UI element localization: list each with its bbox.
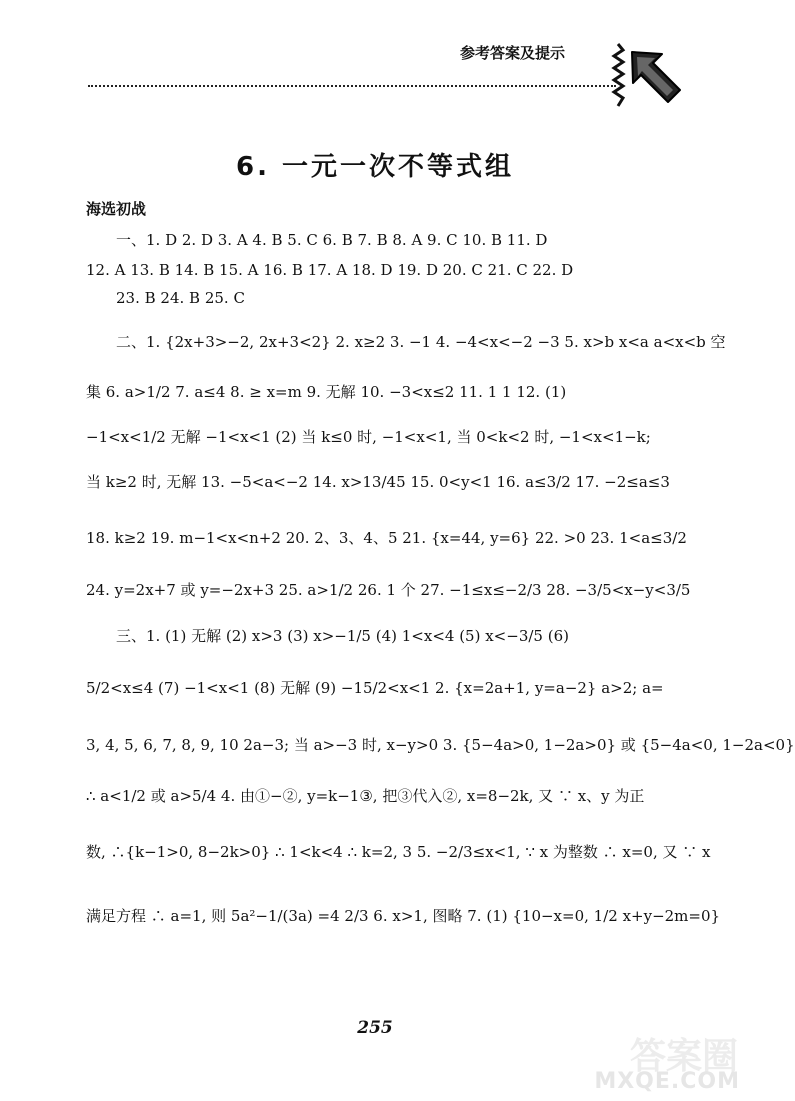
answer-line: 24. y=2x+7 或 y=−2x+3 25. a>1/2 26. 1 个 27. −1≤x≤−2/3 28. −3/5<x−y<3/5	[86, 581, 691, 599]
answer-line: 3, 4, 5, 6, 7, 8, 9, 10 2a−3; 当 a>−3 时, x−y>0 3. {5−4a>0, 1−2a>0} 或 {5−4a<0, 1−2a<0}	[86, 736, 795, 754]
answer-line: 23. B 24. B 25. C	[116, 289, 245, 307]
watermark-url: MXQE.COM	[594, 1069, 740, 1094]
section-title: 6. 一元一次不等式组	[235, 152, 515, 182]
answer-line: ∴ a<1/2 或 a>5/4 4. 由①−②, y=k−1③, 把③代入②, x=8−2k, 又 ∵ x、y 为正	[86, 787, 645, 805]
answer-line: 集 6. a>1/2 7. a≤4 8. ≥ x=m 9. 无解 10. −3<x≤2 11. 1 1 12. (1)	[86, 383, 567, 401]
header-title: 参考答案及提示	[460, 44, 566, 62]
answer-line: 满足方程 ∴ a=1, 则 5a²−1/(3a) =4 2/3 6. x>1, 图略 7. (1) {10−x=0, 1/2 x+y−2m=0}	[86, 907, 721, 925]
answer-line: 12. A 13. B 14. B 15. A 16. B 17. A 18. D 19. D 20. C 21. C 22. D	[86, 261, 574, 279]
arrow-icon	[628, 48, 684, 106]
answer-line: 5/2<x≤4 (7) −1<x<1 (8) 无解 (9) −15/2<x<1 2. {x=2a+1, y=a−2} a>2; a=	[86, 679, 664, 697]
page-number: 255	[357, 1018, 393, 1038]
sub-heading: 海选初战	[86, 200, 147, 218]
answer-line: 二、1. {2x+3>−2, 2x+3<2} 2. x≥2 3. −1 4. −4<x<−2 −3 5. x>b x<a a<x<b 空	[116, 333, 726, 351]
answer-line: 18. k≥2 19. m−1<x<n+2 20. 2、3、4、5 21. {x=44, y=6} 22. >0 23. 1<a≤3/2	[86, 529, 687, 547]
zigzag-decoration	[611, 44, 625, 106]
answer-line: 数, ∴{k−1>0, 8−2k>0} ∴ 1<k<4 ∴ k=2, 3 5. −2/3≤x<1, ∵ x 为整数 ∴ x=0, 又 ∵ x	[86, 843, 711, 861]
answer-line: 一、1. D 2. D 3. A 4. B 5. C 6. B 7. B 8. A 9. C 10. B 11. D	[116, 231, 548, 249]
watermark-logo: 答案圈	[629, 1036, 738, 1077]
watermark	[594, 1028, 746, 1096]
answer-line: 三、1. (1) 无解 (2) x>3 (3) x>−1/5 (4) 1<x<4 (5) x<−3/5 (6)	[116, 627, 569, 645]
header-divider	[88, 85, 616, 87]
answer-line: 当 k≥2 时, 无解 13. −5<a<−2 14. x>13/45 15. 0<y<1 16. a≤3/2 17. −2≤a≤3	[86, 473, 670, 491]
answer-line: −1<x<1/2 无解 −1<x<1 (2) 当 k≤0 时, −1<x<1, 当 0<k<2 时, −1<x<1−k;	[86, 428, 651, 446]
